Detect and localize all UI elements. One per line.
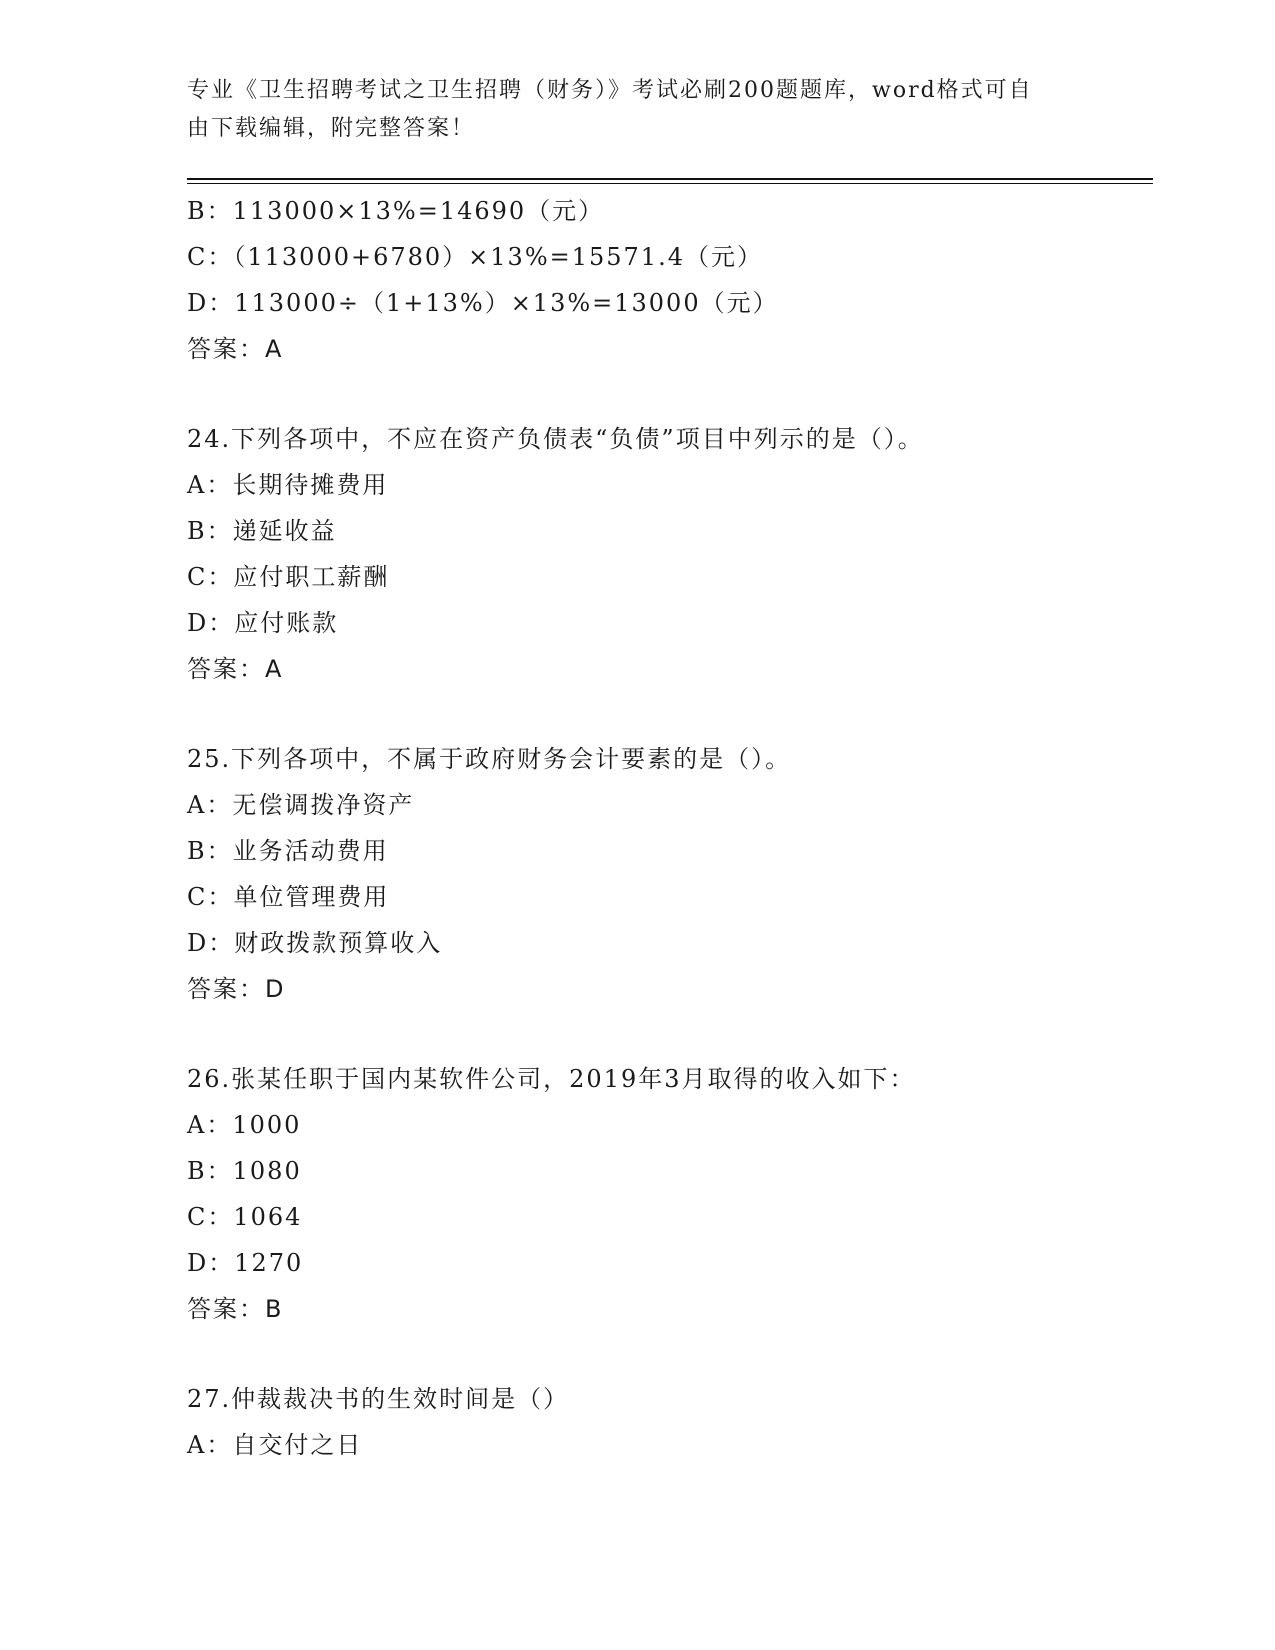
answer-line: 答案：D	[187, 975, 286, 1003]
option-b: B：业务活动费用	[187, 837, 389, 865]
question-block-27	[187, 1376, 1153, 1468]
option-c: C：单位管理费用	[187, 883, 390, 911]
question-gap	[187, 692, 1153, 736]
option-b: B：递延收益	[187, 517, 337, 545]
option-d: D：应付账款	[187, 609, 339, 637]
question-block-25	[187, 736, 1153, 1012]
question-stem: 27.仲裁裁决书的生效时间是（）	[187, 1385, 570, 1413]
option-a: A：长期待摊费用	[187, 471, 389, 499]
answer-line: 答案：B	[187, 1295, 284, 1323]
option-a: A：自交付之日	[187, 1431, 363, 1459]
question-gap	[187, 1332, 1153, 1376]
header-rule-thick	[187, 178, 1153, 180]
question-stem: 24.下列各项中，不应在资产负债表“负债”项目中列示的是（）。	[187, 425, 924, 453]
question-list	[187, 188, 1153, 1468]
header-line-2: 由下载编辑，附完整答案！	[187, 116, 476, 141]
question-block-24	[187, 416, 1153, 692]
option-c: C：应付职工薪酬	[187, 563, 390, 591]
answer-line: 答案：A	[187, 655, 284, 683]
question-block-23	[187, 188, 1153, 372]
document-header	[187, 72, 1067, 148]
option-a: A：1000	[187, 1111, 302, 1139]
answer-line: 答案：A	[187, 335, 284, 363]
question-stem: 25.下列各项中，不属于政府财务会计要素的是（）。	[187, 745, 792, 773]
question-gap	[187, 372, 1153, 416]
option-d: D：113000÷（1+13%）×13%=13000（元）	[187, 289, 779, 317]
option-a: A：无偿调拨净资产	[187, 791, 415, 819]
header-line-1: 专业《卫生招聘考试之卫生招聘（财务）》考试必刷200题题库，word格式可自	[187, 78, 1033, 103]
option-d: D：财政拨款预算收入	[187, 929, 443, 957]
option-c: C：1064	[187, 1203, 303, 1231]
option-b: B：113000×13%=14690（元）	[187, 197, 605, 225]
option-b: B：1080	[187, 1157, 302, 1185]
option-d: D：1270	[187, 1249, 304, 1277]
question-gap	[187, 1012, 1153, 1056]
question-stem: 26.张某任职于国内某软件公司，2019年3月取得的收入如下：	[187, 1065, 916, 1093]
header-rule-thin	[187, 183, 1153, 184]
question-block-26	[187, 1056, 1153, 1332]
option-c: C：（113000+6780）×13%=15571.4（元）	[187, 243, 763, 271]
